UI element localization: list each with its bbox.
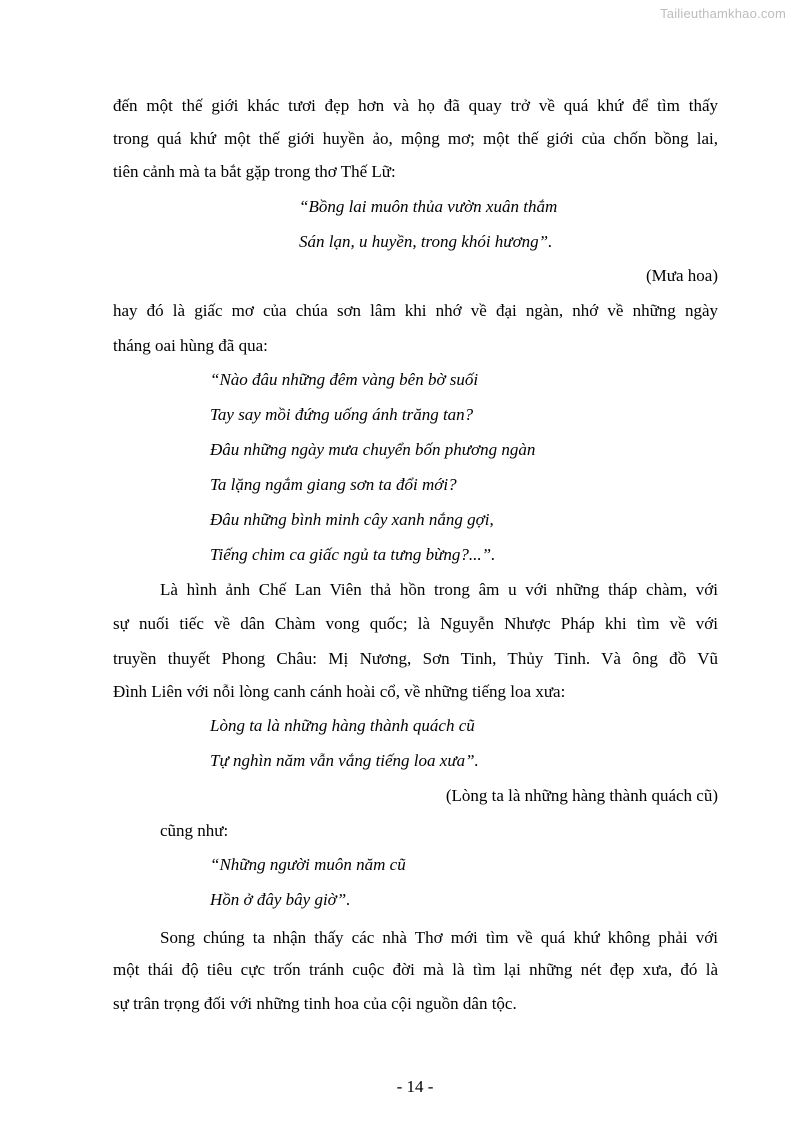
poem-line-3: “Nào đâu những đêm vàng bên bờ suối <box>210 370 479 389</box>
body-line-5: tháng oai hùng đã qua: <box>113 336 268 355</box>
body-line-4: hay đó là giấc mơ của chúa sơn lâm khi nhớ về đại ngàn, nhớ về những ngày <box>113 301 718 320</box>
page-number: - 14 - <box>396 1077 434 1096</box>
body-line-3: tiên cảnh mà ta bắt gặp trong thơ Thế Lữ: <box>113 162 396 181</box>
body-line-1: đến một thế giới khác tươi đẹp hơn và họ đã quay trở về quá khứ để tìm thấy <box>113 96 718 115</box>
poem-line-7: Đâu những bình minh cây xanh nắng gợi, <box>210 510 494 529</box>
body-line-2: trong quá khứ một thế giới huyền ảo, mộng mơ; một thế giới của chốn bồng lai, <box>113 129 718 148</box>
body-line-9: Đình Liên với nỗi lòng canh cánh hoài cổ, về những tiếng loa xưa: <box>113 682 566 701</box>
body-line-11: Song chúng ta nhận thấy các nhà Thơ mới tìm về quá khứ không phải với <box>160 928 718 947</box>
poem-line-1: “Bồng lai muôn thủa vườn xuân thắm <box>299 197 558 216</box>
poem-line-10: Tự nghìn năm vẫn vắng tiếng loa xưa”. <box>210 751 479 770</box>
poem-line-2: Sán lạn, u huyền, trong khói hương”. <box>299 232 553 251</box>
poem-source-2: (Lòng ta là những hàng thành quách cũ) <box>445 786 718 805</box>
poem-line-11: “Những người muôn năm cũ <box>210 855 406 874</box>
poem-line-9: Lòng ta là những hàng thành quách cũ <box>210 716 475 735</box>
body-line-12: một thái độ tiêu cực trốn tránh cuộc đời mà là tìm lại những nét đẹp xưa, đó là <box>113 960 718 979</box>
poem-line-8: Tiếng chim ca giấc ngủ ta tưng bừng?...”. <box>210 545 496 564</box>
poem-source-1: (Mưa hoa) <box>646 266 718 285</box>
poem-line-4: Tay say mồi đứng uống ánh trăng tan? <box>210 405 474 424</box>
poem-line-5: Đâu những ngày mưa chuyển bốn phương ngàn <box>210 440 536 459</box>
poem-line-6: Ta lặng ngắm giang sơn ta đổi mới? <box>210 475 457 494</box>
body-line-13: sự trân trọng đối với những tinh hoa của cội nguồn dân tộc. <box>113 994 517 1013</box>
body-line-8: truyền thuyết Phong Châu: Mị Nương, Sơn Tinh, Thủy Tinh. Và ông đồ Vũ <box>113 649 718 668</box>
poem-line-12: Hồn ở đây bây giờ”. <box>210 890 351 909</box>
body-line-7: sự nuối tiếc về dân Chàm vong quốc; là Nguyễn Nhược Pháp khi tìm về với <box>113 614 718 633</box>
body-line-10: cũng như: <box>160 821 229 840</box>
watermark: Tailieuthamkhao.com <box>660 6 786 21</box>
body-line-6: Là hình ảnh Chế Lan Viên thả hồn trong âm u với những tháp chàm, với <box>160 580 718 599</box>
